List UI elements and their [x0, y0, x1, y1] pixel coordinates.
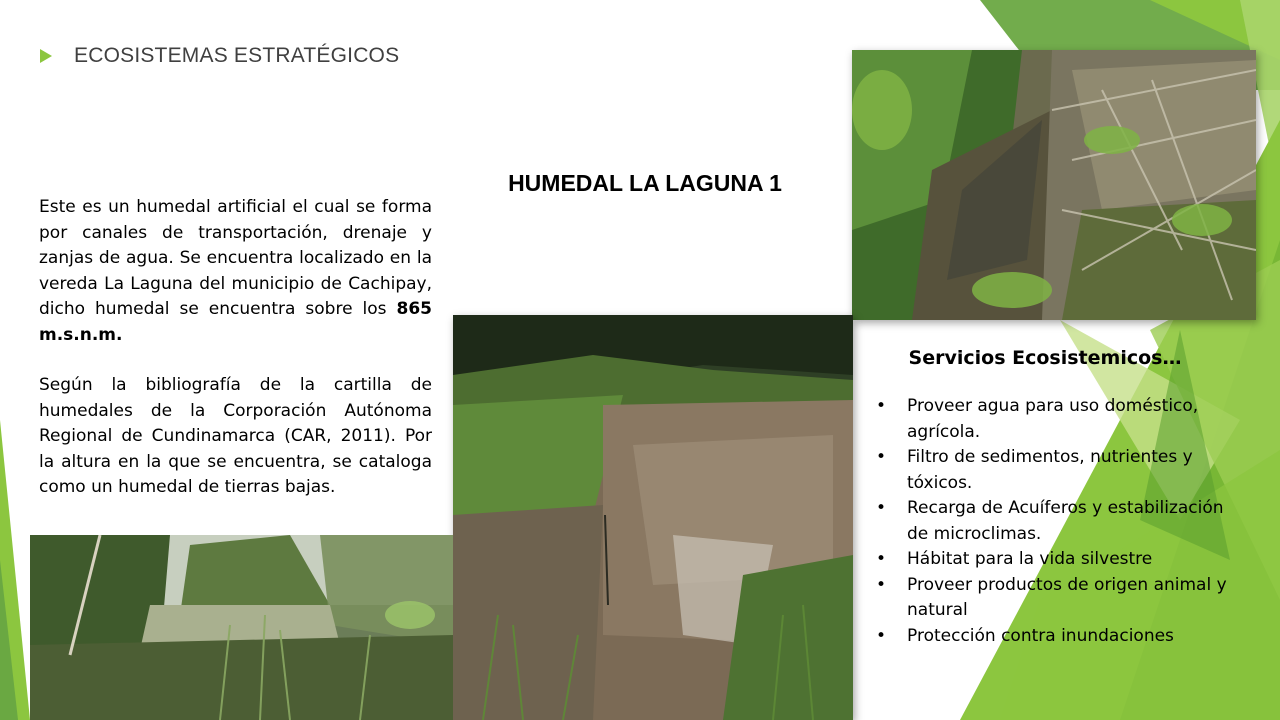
list-item — [874, 547, 1234, 573]
bullet-dot: • — [876, 498, 887, 518]
altitude-value: 865 m.s.n.m. — [39, 299, 432, 345]
service-item-text: Protección contra inundaciones — [907, 625, 1174, 646]
triangle-bullet-icon — [40, 49, 52, 63]
section-title: ECOSISTEMAS ESTRATÉGICOS — [74, 44, 400, 67]
section-header — [40, 44, 399, 68]
services-list — [874, 394, 1234, 649]
description-paragraph-1 — [39, 195, 432, 348]
bullet-dot: • — [876, 549, 887, 569]
service-item-text: Filtro de sedimentos, nutrientes y tóxicos. — [907, 447, 1193, 493]
bullet-dot: • — [876, 396, 887, 416]
list-item — [874, 394, 1234, 445]
services-title: Servicios Ecosistemicos… — [908, 347, 1182, 369]
list-item — [874, 496, 1234, 547]
list-item — [874, 624, 1234, 650]
service-item-text: Hábitat para la vida silvestre — [907, 549, 1153, 569]
description-text: Este es un humedal artificial el cual se forma por canales de transportación, drenaje y zanjas de agua. Se encuentra localizado en la vereda La Laguna del municipio de Cachipay, dicho humedal se encuentra sobre los — [39, 197, 432, 319]
list-item — [874, 573, 1234, 624]
bullet-dot: • — [876, 447, 887, 467]
photo-stream-branches — [852, 50, 1256, 320]
bullet-dot: • — [876, 574, 887, 595]
bullet-dot: • — [876, 625, 887, 646]
photo-vegetation-bottom — [30, 535, 453, 720]
service-item-text: Proveer productos de origen animal y natural — [907, 574, 1227, 620]
description-paragraph-2: Según la bibliografía de la cartilla de humedales de la Corporación Autónoma Regional de Cundinamarca (CAR, 2011). Por la altura en la que se encuentra, se cataloga como un humedal de tierras bajas. — [39, 375, 432, 497]
list-item — [874, 445, 1234, 496]
service-item-text: Proveer agua para uso doméstico, agrícola. — [907, 396, 1199, 442]
photo-pond-center — [453, 315, 853, 720]
service-item-text: Recarga de Acuíferos y estabilización de microclimas. — [907, 498, 1224, 544]
main-title: HUMEDAL LA LAGUNA 1 — [508, 170, 782, 196]
